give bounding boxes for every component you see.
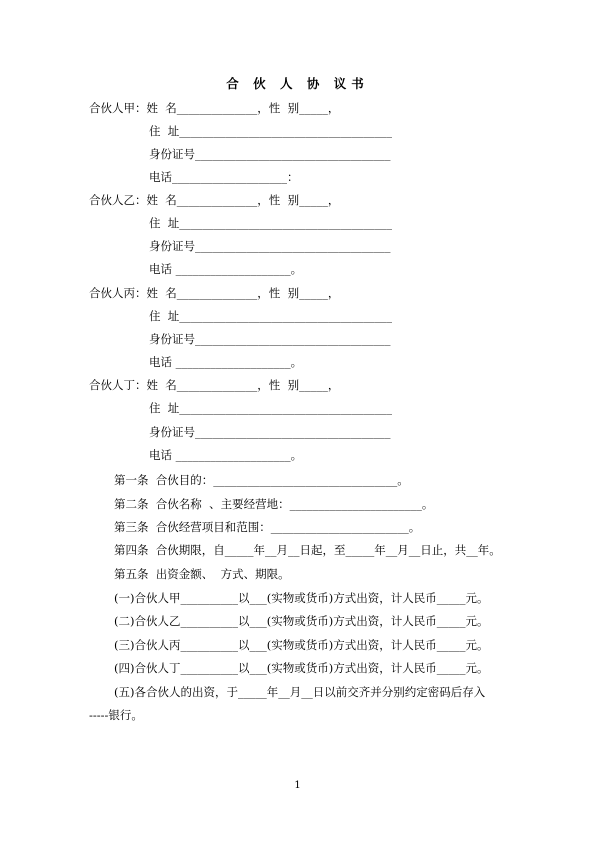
article-2: 第二条 合伙名称 、主要经营地：_______________________。: [114, 497, 434, 511]
partner-d-name-line: 合伙人丁：姓 名______________，性 别_____，: [89, 378, 340, 392]
partner-c-address-line: 住 址_____________________________________: [149, 309, 393, 323]
partner-b-id-line: 身份证号__________________________________: [149, 239, 391, 253]
page-number: 1: [294, 780, 301, 791]
document-title: 合 伙 人 协 议书: [226, 76, 369, 91]
contribution-deposit: (五)各合伙人的出资，于_____年__月__日以前交齐并分别约定密码后存入: [114, 685, 486, 699]
partner-a-address-line: 住 址_____________________________________: [149, 124, 393, 138]
partner-c-id-line: 身份证号__________________________________: [149, 332, 391, 346]
contribution-b: (二)合伙人乙__________以___(实物或货币)方式出资，计人民币_____元。: [114, 614, 489, 628]
partner-d-id-line: 身份证号__________________________________: [149, 425, 391, 439]
partner-b-phone-line: 电话 ____________________。: [149, 262, 303, 276]
article-5: 第五条 出资金额、 方式、期限。: [114, 567, 290, 581]
partner-d-phone-line: 电话 ____________________。: [149, 448, 303, 462]
contribution-a: (一)合伙人甲__________以___(实物或货币)方式出资，计人民币_____元。: [114, 591, 489, 605]
contribution-d: (四)合伙人丁__________以___(实物或货币)方式出资，计人民币_____元。: [114, 661, 489, 675]
partner-d-address-line: 住 址_____________________________________: [149, 401, 393, 415]
partner-c-name-line: 合伙人丙：姓 名______________，性 别_____，: [89, 286, 340, 300]
partner-a-phone-line: 电话____________________：: [149, 170, 299, 184]
contribution-c: (三)合伙人丙__________以___(实物或货币)方式出资，计人民币_____元。: [114, 638, 489, 652]
article-4: 第四条 合伙期限，自_____年__月__日起，至_____年__月__日止，共__年。: [114, 543, 501, 557]
bank-line: -----银行。: [89, 708, 143, 722]
partner-a-name-line: 合伙人甲：姓 名______________，性 别_____，: [89, 101, 340, 115]
partner-b-address-line: 住 址_____________________________________: [149, 216, 393, 230]
article-1: 第一条 合伙目的：________________________________。: [114, 473, 409, 487]
article-3: 第三条 合伙经营项目和范围：________________________。: [114, 520, 421, 534]
partner-c-phone-line: 电话 ____________________。: [149, 355, 303, 369]
partner-b-name-line: 合伙人乙：姓 名______________，性 别_____，: [89, 193, 340, 207]
partner-a-id-line: 身份证号__________________________________: [149, 147, 391, 161]
